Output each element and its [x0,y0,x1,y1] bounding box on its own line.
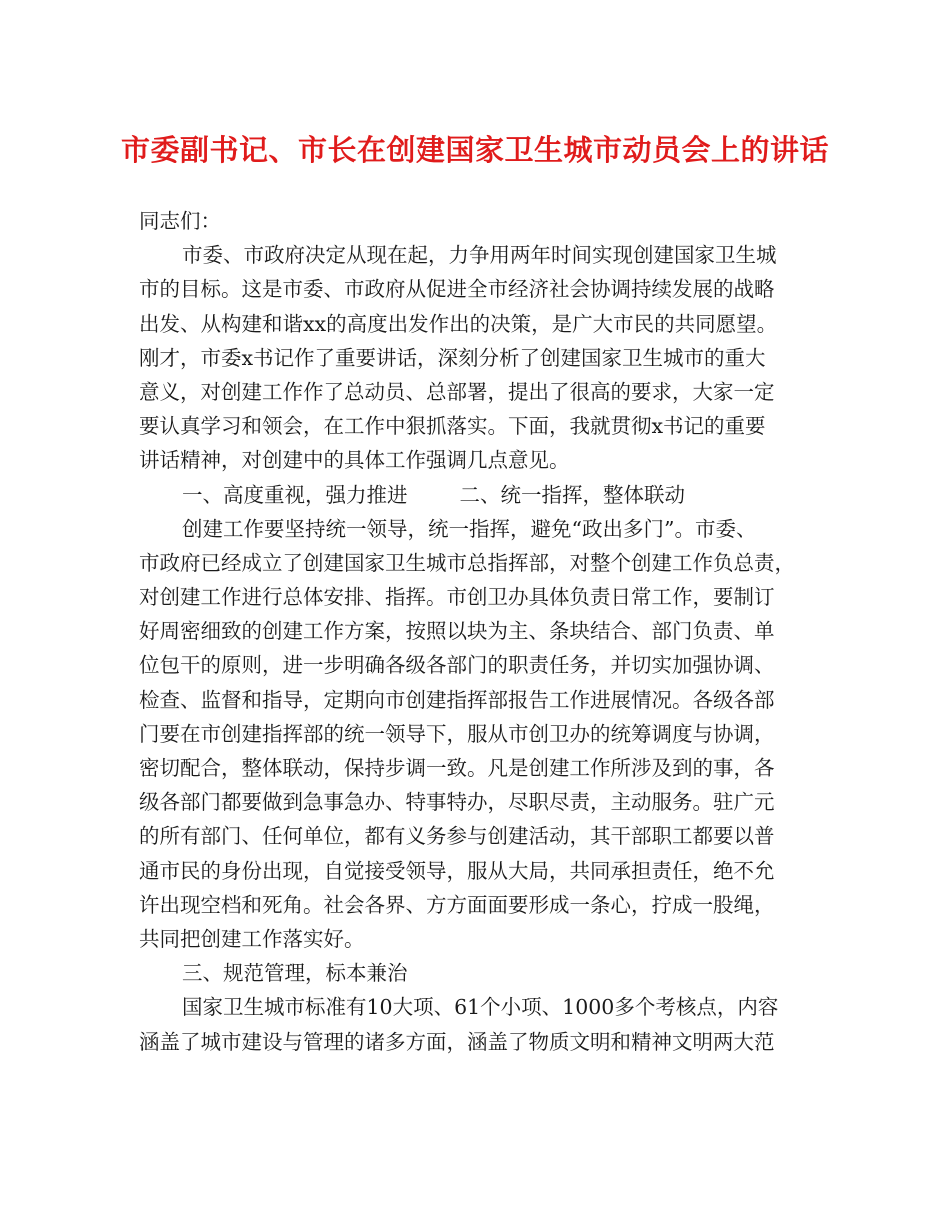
paragraph-line: 通市民的身份出现，自觉接受领导，服从大局，共同承担责任，绝不允 [139,858,775,883]
salutation: 同志们： [139,209,221,233]
paragraph-line: 密切配合，整体联动，保持步调一致。凡是创建工作所涉及到的事，各 [139,756,775,780]
paragraph-line: 位包干的原则，进一步明确各级各部门的职责任务，并切实加强协调、 [139,653,775,678]
paragraph-line: 市委、市政府决定从现在起，力争用两年时间实现创建国家卫生城 [182,243,777,268]
paragraph-line: 涵盖了城市建设与管理的诸多方面，涵盖了物质文明和精神文明两大范 [139,1029,775,1054]
section-heading-3: 三、规范管理，标本兼治 [182,961,408,986]
section-headings-row [139,478,839,512]
paragraph-line: 意义，对创建工作作了总动员、总部署，提出了很高的要求，大家一定 [139,379,775,404]
paragraph-line: 国家卫生城市标准有10大项、61个小项、1000多个考核点，内容 [182,995,779,1020]
document-title: 市委副书记、市长在创建国家卫生城市动员会上的讲话 [120,133,829,167]
paragraph-line: 检查、监督和指导，定期向市创建指挥部报告工作进展情况。各级各部 [139,687,775,712]
paragraph-line: 好周密细致的创建工作方案，按照以块为主、条块结合、部门负责、单 [139,619,775,644]
paragraph-line: 市政府已经成立了创建国家卫生城市总指挥部，对整个创建工作负总责， [139,550,795,575]
paragraph-line: 要认真学习和领会，在工作中狠抓落实。下面，我就贯彻x书记的重要 [139,414,766,439]
paragraph-line: 刚才，市委x书记作了重要讲话，深刻分析了创建国家卫生城市的重大 [139,345,766,370]
paragraph-line: 讲话精神，对创建中的具体工作强调几点意见。 [139,448,570,473]
paragraph-line: 共同把创建工作落实好。 [139,926,365,951]
section-heading-1: 一、高度重视，强力推进 [182,482,408,507]
section-heading-2: 二、统一指挥，整体联动 [459,482,685,507]
paragraph-line: 创建工作要坚持统一领导，统一指挥，避免“政出多门”。市委、 [182,516,757,541]
paragraph-line: 许出现空档和死角。社会各界、方方面面要形成一条心，拧成一股绳， [139,892,775,917]
paragraph-line: 级各部门都要做到急事急办、特事特办，尽职尽责，主动服务。驻广元 [139,790,775,815]
paragraph-line: 门要在市创建指挥部的统一领导下，服从市创卫办的统筹调度与协调， [139,721,775,746]
paragraph-line: 出发、从构建和谐xx的高度出发作出的决策，是广大市民的共同愿望。 [139,311,778,336]
paragraph-line: 的所有部门、任何单位，都有义务参与创建活动，其干部职工都要以普 [139,824,775,849]
paragraph-line: 对创建工作进行总体安排、指挥。市创卫办具体负责日常工作，要制订 [139,585,775,610]
document-body [139,204,839,1059]
paragraph-line: 市的目标。这是市委、市政府从促进全市经济社会协调持续发展的战略 [139,277,775,302]
